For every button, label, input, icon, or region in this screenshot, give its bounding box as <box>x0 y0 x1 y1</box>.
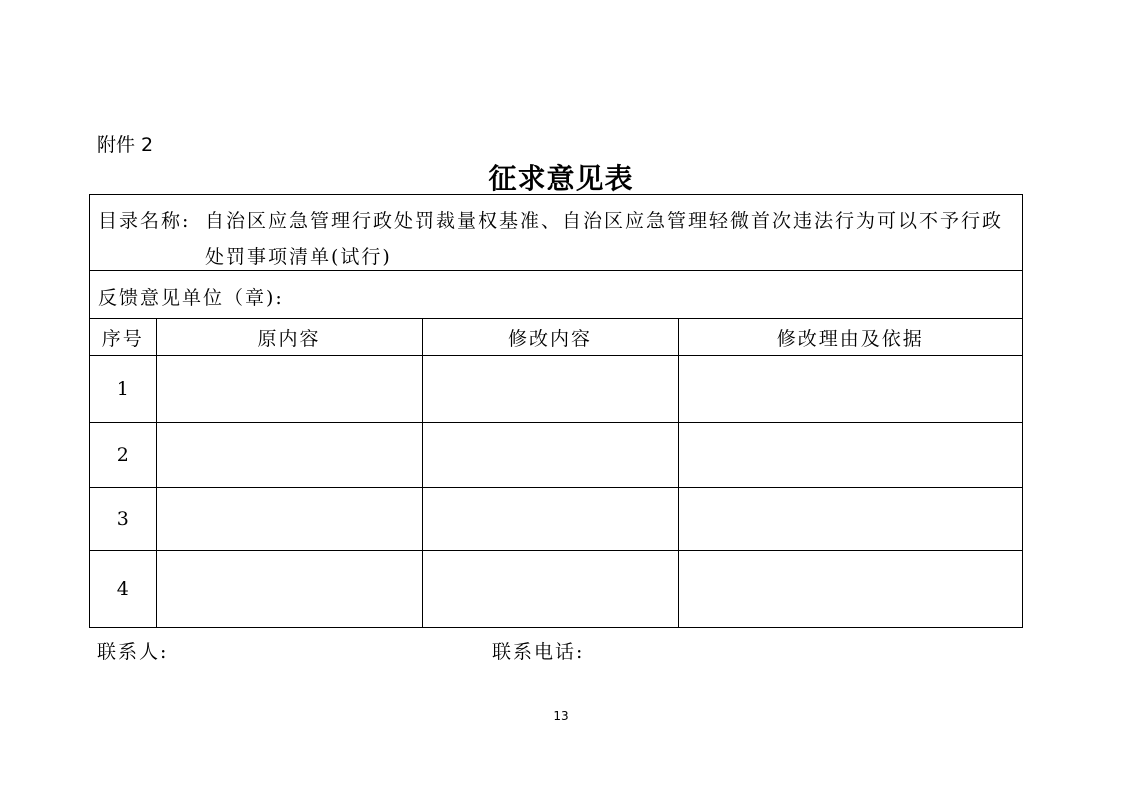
table-row <box>90 356 1022 423</box>
header-original: 原内容 <box>156 319 422 356</box>
original-content-cell[interactable] <box>156 488 422 551</box>
reason-cell[interactable] <box>678 551 1022 627</box>
row-number: 2 <box>90 423 156 488</box>
contact-person-label: 联系人: <box>97 641 169 663</box>
reason-cell[interactable] <box>678 356 1022 423</box>
page-title: 征求意见表 <box>488 162 634 195</box>
header-reason: 修改理由及依据 <box>678 319 1022 356</box>
catalog-name-line1: 自治区应急管理行政处罚裁量权基准、自治区应急管理轻微首次违法行为可以不予行政 <box>205 210 1004 232</box>
comments-table <box>90 319 1022 627</box>
original-content-cell[interactable] <box>156 551 422 627</box>
page-number: 13 <box>553 709 569 723</box>
revised-content-cell[interactable] <box>422 356 678 423</box>
contact-phone-label: 联系电话: <box>492 641 585 663</box>
row-number: 3 <box>90 488 156 551</box>
header-seq: 序号 <box>90 319 156 356</box>
table-row <box>90 551 1022 627</box>
original-content-cell[interactable] <box>156 356 422 423</box>
table-row <box>90 423 1022 488</box>
table-row <box>90 488 1022 551</box>
revised-content-cell[interactable] <box>422 488 678 551</box>
original-content-cell[interactable] <box>156 423 422 488</box>
reason-cell[interactable] <box>678 488 1022 551</box>
reason-cell[interactable] <box>678 423 1022 488</box>
row-number: 1 <box>90 356 156 423</box>
table-header-row <box>90 319 1022 356</box>
revised-content-cell[interactable] <box>422 423 678 488</box>
catalog-label: 目录名称: <box>98 210 191 232</box>
row-number: 4 <box>90 551 156 627</box>
catalog-name-line2: 处罚事项清单(试行) <box>205 246 392 268</box>
catalog-row <box>90 195 1022 271</box>
feedback-form <box>89 194 1023 628</box>
revised-content-cell[interactable] <box>422 551 678 627</box>
attachment-label: 附件 2 <box>97 134 154 156</box>
feedback-unit-row: 反馈意见单位（章): <box>90 271 1022 319</box>
header-revised: 修改内容 <box>422 319 678 356</box>
